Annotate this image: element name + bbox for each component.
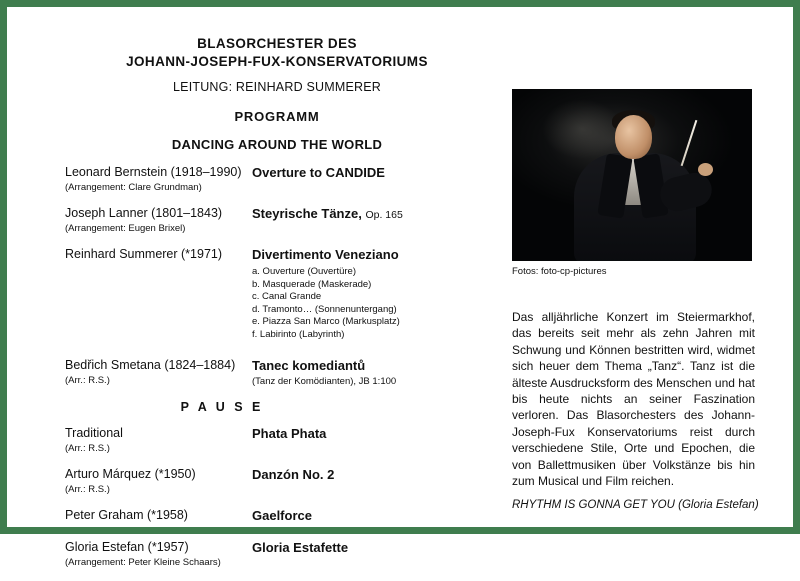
program-item-composer-col: [7, 206, 252, 235]
program-header: [67, 35, 487, 152]
movement-item: a. Ouverture (Ouvertüre): [252, 266, 357, 277]
program-subtitle: DANCING AROUND THE WORLD: [171, 137, 383, 152]
photo-head: [615, 115, 652, 159]
program-item-work-col: [252, 426, 507, 442]
program-item: [7, 165, 507, 194]
photo-light-glow: [542, 99, 622, 159]
movement-item: d. Tramonto… (Sonnenuntergang): [252, 303, 397, 315]
movement-item: c. Canal Grande: [252, 291, 322, 303]
program-item-composer-col: [7, 467, 252, 496]
composer-name: Gloria Estefan (*1957): [65, 539, 189, 554]
programm-heading: PROGRAMM: [234, 109, 320, 124]
program-item-work-col: [252, 467, 507, 483]
work-title-text: Overture to CANDIDE: [252, 165, 385, 180]
composer-name: Reinhard Summerer (*1971): [65, 247, 223, 261]
program-item-composer-col: [7, 540, 252, 569]
work-title-text: Phata Phata: [252, 425, 327, 441]
program-item: [7, 247, 507, 342]
program-item-work-col: [252, 358, 507, 388]
program-item: [7, 467, 507, 496]
work-title: [252, 508, 507, 524]
pause-label: P A U S E: [180, 399, 264, 414]
arranger-note: (Arrangement: Eugen Brixel): [65, 223, 186, 234]
orchestra-name-line-1: BLASORCHESTER DES: [197, 36, 357, 51]
article-text: Das alljährliche Konzert im Steiermarkhof, das bereits seit mehr als zehn Jahren mit Schwung und Können bestritten wird, widmet sich heuer dem Thema „Tanz“. Tanz ist die älteste Ausdrucksform des Menschen und hat bis heute nichts an seiner Faszination verloren. Das Blasorchesters des Johann-Joseph-Fux Konservatoriums reist durch verschiedene Stile, Orte und Epochen, die von Ballettmusiken über Volkstänze bis hin zum Musical und Film reichen.: [512, 310, 755, 489]
composer-name: Peter Graham (*1958): [65, 507, 188, 522]
movement-item: b. Masquerade (Maskerade): [252, 278, 372, 290]
arranger-note: (Arr.: R.S.): [65, 374, 110, 386]
work-title-text: Gloria Estafette: [252, 539, 349, 555]
work-title: [252, 358, 507, 374]
program-list: [7, 165, 507, 581]
program-item-work-col: [252, 206, 507, 223]
arranger-note: (Arrangement: Clare Grundman): [65, 182, 202, 193]
work-title-text: Steyrische Tänze,: [252, 206, 362, 221]
program-item: [7, 206, 507, 235]
poster-sheet: [7, 7, 793, 568]
program-item-work-col: [252, 165, 507, 182]
work-title: [252, 426, 507, 442]
orchestra-name-line-2: JOHANN-JOSEPH-FUX-KONSERVATORIUMS: [126, 54, 428, 69]
program-item-composer-col: [7, 426, 252, 455]
program-item: [7, 540, 507, 569]
photo-credit: Fotos: foto-cp-pictures: [512, 266, 607, 277]
program-item-composer-col: [7, 165, 252, 194]
closing-quote: RHYTHM IS GONNA GET YOU (Gloria Estefan): [512, 499, 759, 511]
work-title: [252, 165, 507, 182]
work-title-text: Tanec komediantů: [252, 357, 366, 373]
composer-name: Bedřich Smetana (1824–1884): [65, 357, 236, 372]
arranger-note: (Arr.: R.S.): [65, 483, 110, 495]
program-item-work-col: [252, 508, 507, 524]
conductor-photo: [512, 89, 752, 261]
program-item: [7, 508, 507, 524]
program-item-composer-col: [7, 508, 252, 523]
arranger-note: (Arr.: R.S.): [65, 442, 110, 454]
work-title: [252, 247, 507, 263]
work-title: [252, 206, 507, 223]
program-item-composer-col: [7, 247, 252, 263]
program-item-composer-col: [7, 358, 252, 387]
program-item-work-col: [252, 540, 507, 556]
program-item-work-col: [252, 247, 507, 342]
work-title-text: Danzón No. 2: [252, 466, 335, 482]
program-item: [7, 358, 507, 388]
work-title: [252, 540, 507, 556]
composer-name: Arturo Márquez (*1950): [65, 466, 196, 481]
movement-item: f. Labirinto (Labyrinth): [252, 328, 345, 340]
composer-name: Joseph Lanner (1801–1843): [65, 206, 223, 220]
work-subtitle: (Tanz der Komödianten), JB 1:100: [252, 375, 397, 387]
arranger-note: (Arrangement: Peter Kleine Schaars): [65, 556, 221, 568]
composer-name: Traditional: [65, 425, 123, 440]
photo-block: [512, 89, 752, 277]
program-item: [7, 426, 507, 455]
composer-name: Leonard Bernstein (1918–1990): [65, 165, 242, 179]
work-title-text: Gaelforce: [252, 507, 312, 523]
movement-list: [252, 266, 507, 342]
work-title-text: Divertimento Veneziano: [252, 247, 399, 262]
conductor-line: LEITUNG: REINHARD SUMMERER: [173, 80, 381, 94]
movement-item: e. Piazza San Marco (Markusplatz): [252, 316, 400, 328]
work-title: [252, 467, 507, 483]
work-opus: Op. 165: [365, 209, 403, 221]
photo-hand: [698, 163, 713, 176]
